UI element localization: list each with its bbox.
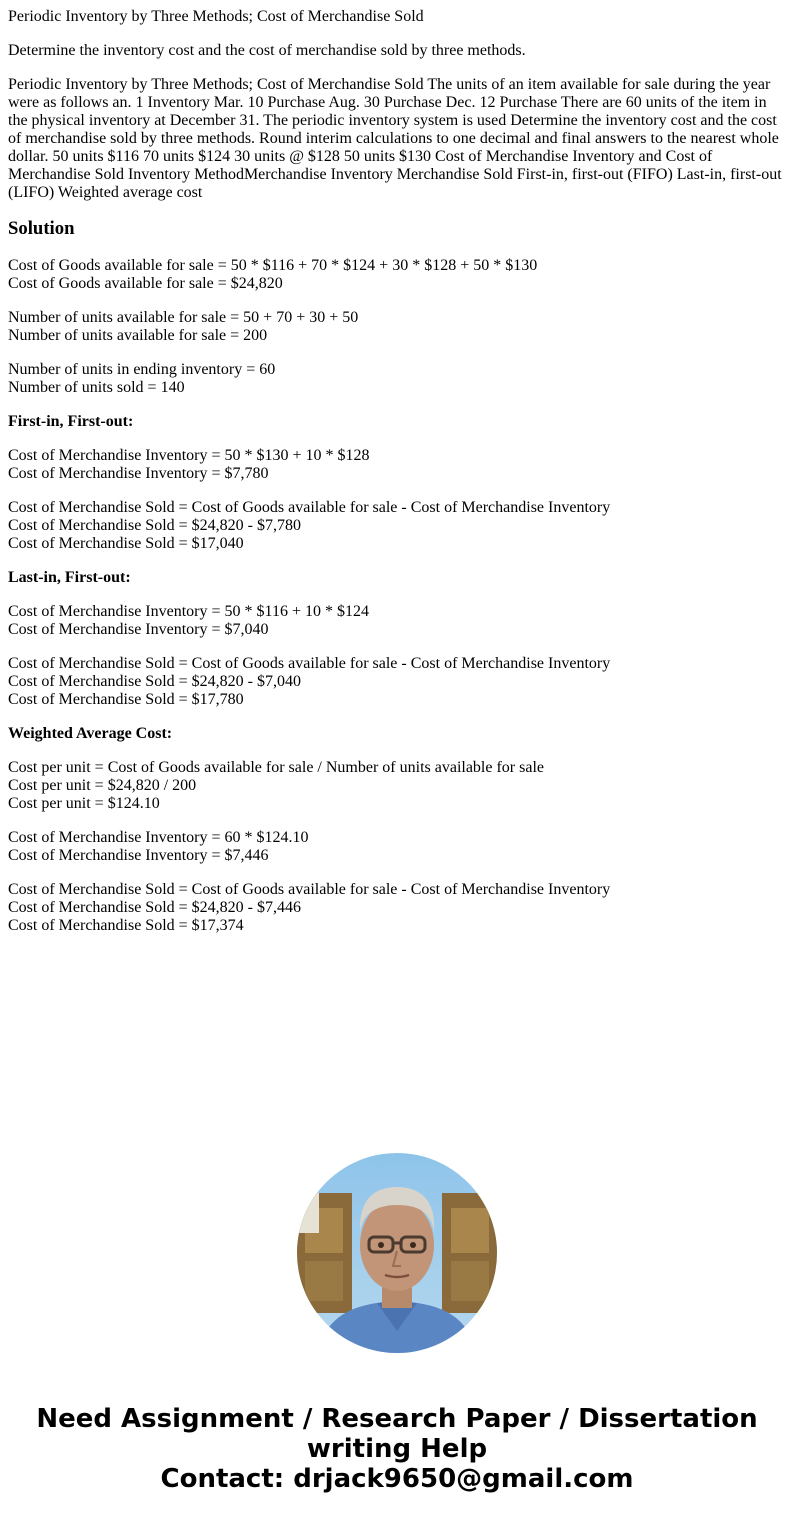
fifo-sold-line: Cost of Merchandise Sold = $17,040 bbox=[8, 535, 244, 552]
ending-block bbox=[8, 361, 786, 397]
lifo-sold-block bbox=[8, 655, 786, 709]
promo-contact: Contact: drjack9650@gmail.com bbox=[160, 1464, 634, 1494]
fifo-sold-line: Cost of Merchandise Sold = Cost of Goods available for sale - Cost of Merchandise Inventory bbox=[8, 499, 611, 516]
lifo-inventory-block bbox=[8, 603, 786, 639]
fifo-inventory-line: Cost of Merchandise Inventory = 50 * $130 + 10 * $128 bbox=[8, 447, 370, 464]
wac-sold-line: Cost of Merchandise Sold = $24,820 - $7,446 bbox=[8, 899, 301, 916]
wac-inventory-line: Cost of Merchandise Inventory = 60 * $124.10 bbox=[8, 829, 309, 846]
units-line: Number of units available for sale = 50 + 70 + 30 + 50 bbox=[8, 309, 359, 326]
solution-heading: Solution bbox=[8, 218, 75, 239]
wac-unit-line: Cost per unit = Cost of Goods available for sale / Number of units available for sale bbox=[8, 759, 545, 776]
person-photo-icon bbox=[297, 1153, 497, 1353]
promo-line-1: Need Assignment / Research Paper / Dissertation bbox=[36, 1404, 758, 1434]
wac-unit-block bbox=[8, 759, 786, 813]
ending-line: Number of units in ending inventory = 60 bbox=[8, 361, 276, 378]
wac-sold-block bbox=[8, 881, 786, 935]
wac-sold-line: Cost of Merchandise Sold = Cost of Goods available for sale - Cost of Merchandise Inventory bbox=[8, 881, 611, 898]
cogs-line: Cost of Goods available for sale = $24,820 bbox=[8, 275, 283, 292]
promo-line-2: writing Help bbox=[306, 1434, 488, 1464]
lifo-inventory-line: Cost of Merchandise Inventory = 50 * $116 + 10 * $124 bbox=[8, 603, 369, 620]
doc-problem: Periodic Inventory by Three Methods; Cost of Merchandise Sold The units of an item available for sale during the year were as follows an. 1 Inventory Mar. 10 Purchase Aug. 30 Purchase Dec. 12 Purchase There are 60 units of the item in the physical inventory at December 31. The periodic inventory system is used Determine the inventory cost and the cost of merchandise sold by three methods. Round interim calculations to one decimal and final answers to the nearest whole dollar. 50 units $116 70 units $124 30 units @ $128 50 units $130 Cost of Merchandise Inventory and Cost of Merchandise Sold Inventory MethodMerchandise Inventory Merchandise Sold First-in, first-out (FIFO) Last-in, first-out (LIFO) Weighted average cost bbox=[8, 76, 782, 201]
lifo-sold-line: Cost of Merchandise Sold = $17,780 bbox=[8, 691, 244, 708]
fifo-inventory-line: Cost of Merchandise Inventory = $7,780 bbox=[8, 465, 269, 482]
lifo-sold-line: Cost of Merchandise Sold = $24,820 - $7,040 bbox=[8, 673, 301, 690]
units-line: Number of units available for sale = 200 bbox=[8, 327, 268, 344]
lifo-heading: Last-in, First-out: bbox=[8, 569, 131, 586]
wac-sold-line: Cost of Merchandise Sold = $17,374 bbox=[8, 917, 244, 934]
cogs-line: Cost of Goods available for sale = 50 * $116 + 70 * $124 + 30 * $128 + 50 * $130 bbox=[8, 257, 538, 274]
lifo-sold-line: Cost of Merchandise Sold = Cost of Goods available for sale - Cost of Merchandise Inventory bbox=[8, 655, 611, 672]
wac-inventory-block bbox=[8, 829, 786, 865]
doc-instruction: Determine the inventory cost and the cost of merchandise sold by three methods. bbox=[8, 42, 526, 59]
document-body bbox=[8, 8, 786, 951]
units-block bbox=[8, 309, 786, 345]
promo-banner bbox=[0, 1404, 794, 1494]
fifo-sold-block bbox=[8, 499, 786, 553]
fifo-inventory-block bbox=[8, 447, 786, 483]
wac-inventory-line: Cost of Merchandise Inventory = $7,446 bbox=[8, 847, 269, 864]
wac-unit-line: Cost per unit = $124.10 bbox=[8, 795, 160, 812]
fifo-heading: First-in, First-out: bbox=[8, 413, 134, 430]
cogs-block bbox=[8, 257, 786, 293]
wac-heading: Weighted Average Cost: bbox=[8, 725, 173, 742]
ending-line: Number of units sold = 140 bbox=[8, 379, 185, 396]
fifo-sold-line: Cost of Merchandise Sold = $24,820 - $7,780 bbox=[8, 517, 301, 534]
wac-unit-line: Cost per unit = $24,820 / 200 bbox=[8, 777, 197, 794]
lifo-inventory-line: Cost of Merchandise Inventory = $7,040 bbox=[8, 621, 269, 638]
doc-title: Periodic Inventory by Three Methods; Cost of Merchandise Sold bbox=[8, 8, 424, 25]
avatar bbox=[297, 1153, 497, 1353]
